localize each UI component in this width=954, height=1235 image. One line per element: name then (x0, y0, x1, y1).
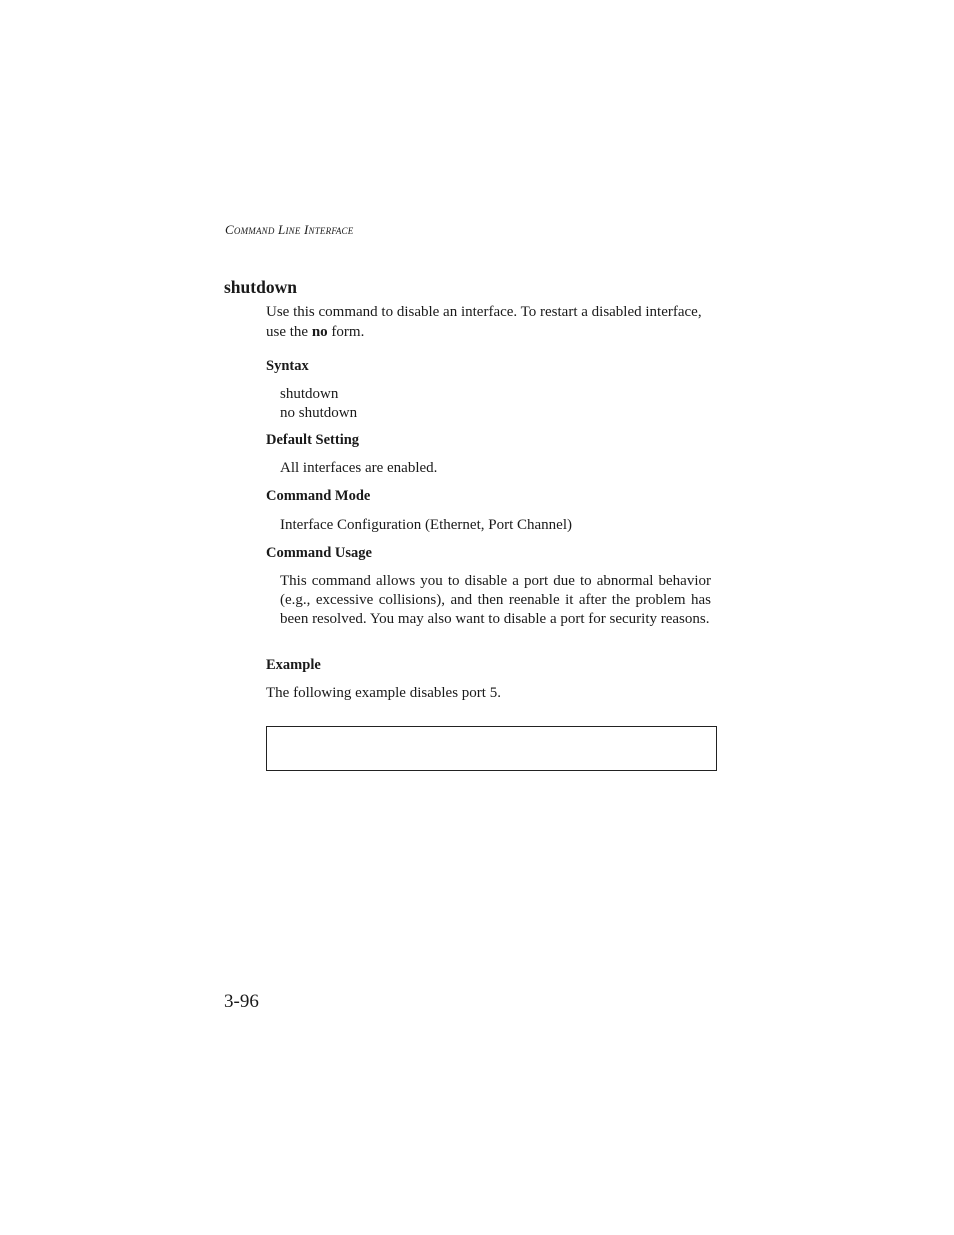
command-usage-heading: Command Usage (266, 545, 372, 561)
command-usage-text: This command allows you to disable a port due to abnormal behavior (e.g., excessive collisions), and then reenable it after the problem has been resolved. You may also want to disable a port for security reasons. (280, 573, 711, 627)
command-mode-text: Interface Configuration (Ethernet, Port Channel) (280, 517, 572, 533)
description-text-before: Use this command to disable an interface. To restart a disabled interface, use the (266, 304, 702, 340)
example-heading: Example (266, 657, 321, 673)
syntax-line: no shutdown (280, 404, 358, 421)
command-title: shutdown (224, 277, 297, 297)
default-setting-text: All interfaces are enabled. (280, 460, 438, 476)
page-number: 3-96 (224, 991, 259, 1012)
example-code-box (266, 726, 717, 771)
description-text-after: form. (327, 324, 365, 340)
syntax-block (280, 385, 357, 423)
command-description (266, 302, 716, 342)
running-head: Command Line Interface (225, 222, 354, 237)
syntax-line: shutdown (280, 386, 339, 402)
command-mode-heading: Command Mode (266, 488, 371, 504)
description-keyword-no: no (311, 324, 328, 340)
example-text: The following example disables port 5. (266, 685, 501, 701)
syntax-heading: Syntax (266, 358, 309, 374)
default-setting-heading: Default Setting (266, 432, 360, 448)
